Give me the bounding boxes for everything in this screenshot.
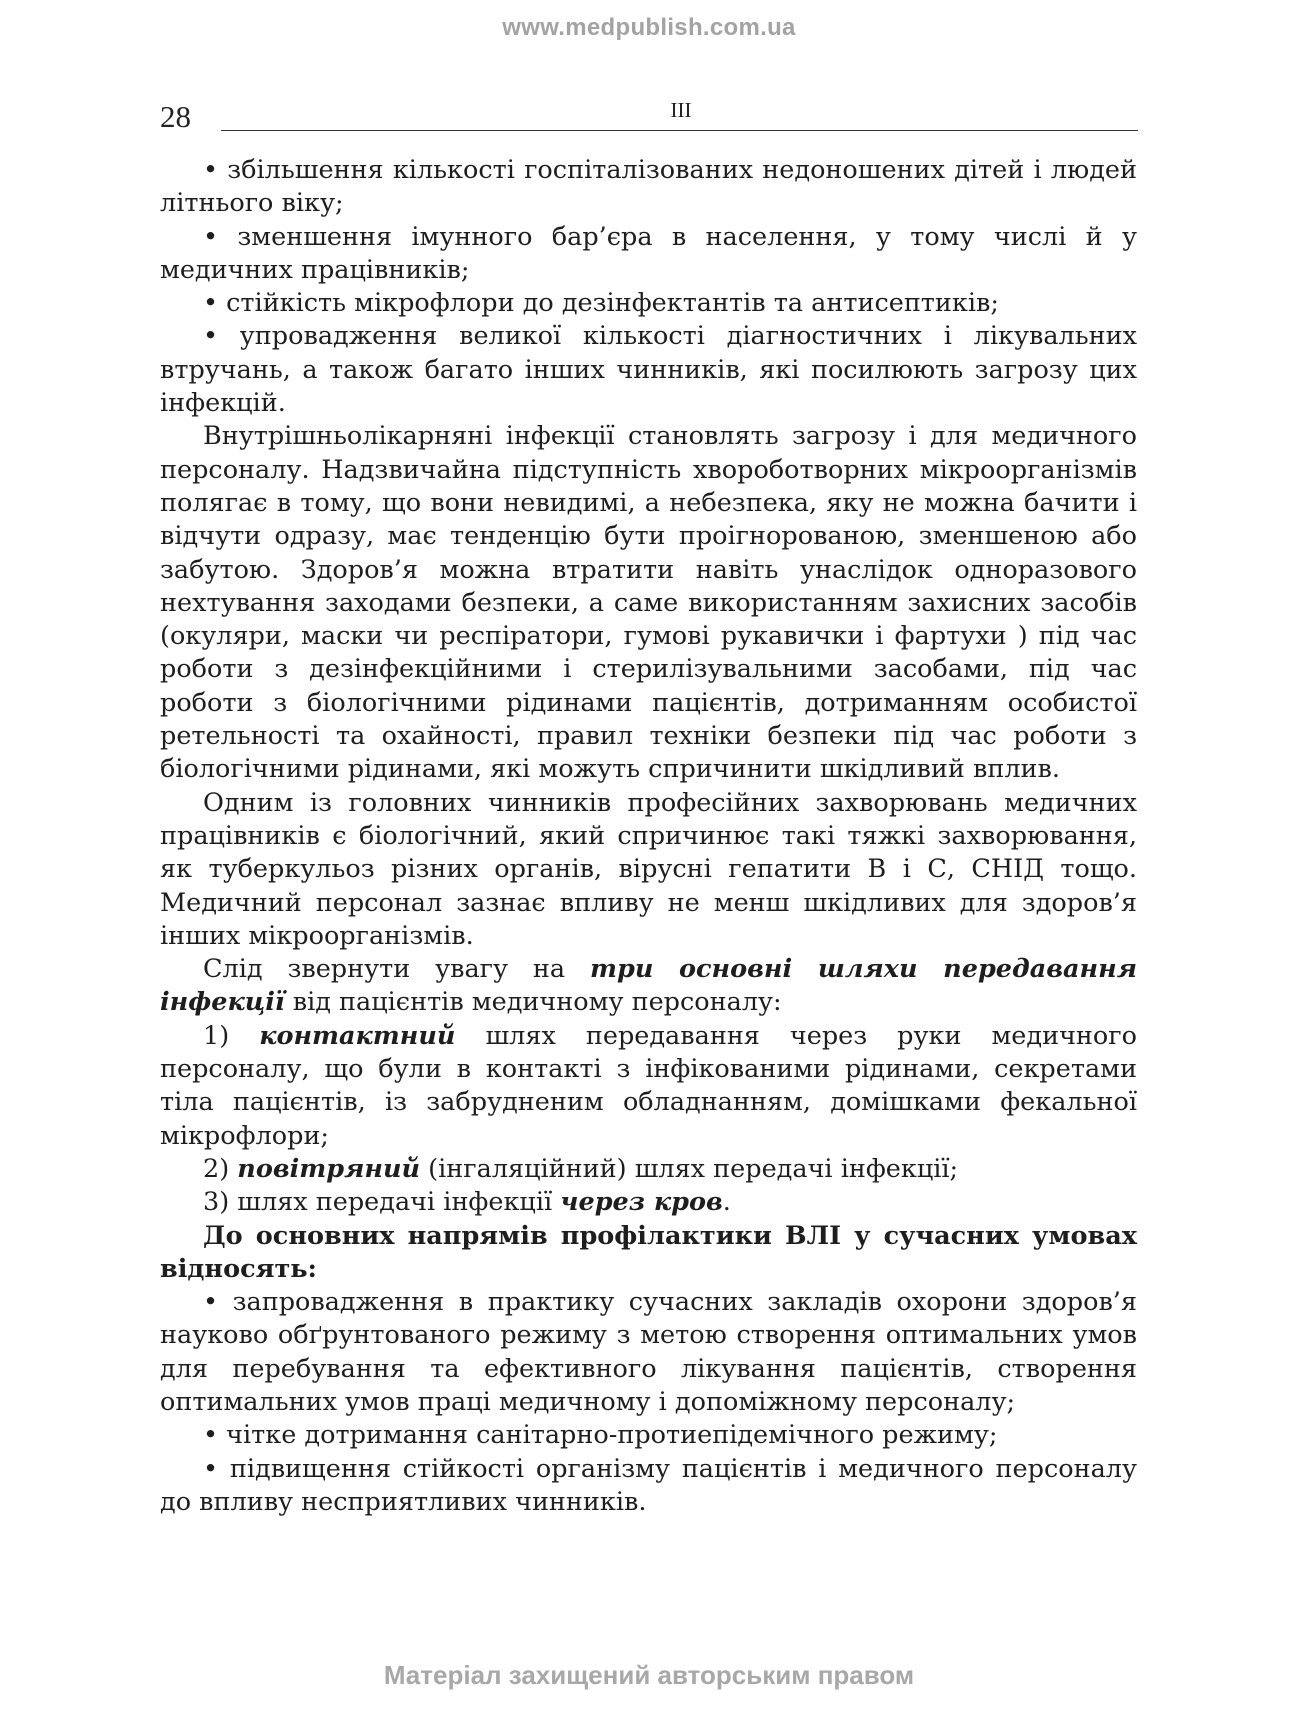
bullet-item: • запровадження в практику сучасних закладів охорони здоров’я науково обґрунтованого режиму з метою створення оптимальних умов для перебування та ефективного лікування пацієнтів, створення оптимальних умов праці медичному і допоміжному персоналу; [160, 1287, 1137, 1417]
header-rule [221, 130, 1138, 131]
text-run: від пацієнтів медичному персоналу: [284, 987, 782, 1018]
text-run: . [722, 1187, 731, 1218]
running-head: ІІІ [670, 98, 692, 122]
text-run: шлях передавання через руки медичного персоналу, що були в контакті з інфікованими рідинами, секретами тіла пацієнтів, із забрудненим обладнанням, домішками фекальної мікрофлори; [160, 1020, 1137, 1151]
emphasis: три основні шляхи передавання інфекції [160, 954, 1137, 1018]
text-run: Слід звернути увагу на [203, 954, 591, 985]
numbered-item [160, 1186, 1137, 1219]
page-body [160, 154, 1137, 1519]
watermark-top: www.medpublish.com.ua [502, 14, 796, 41]
item-number: 2) [203, 1153, 238, 1184]
watermark-bottom: Матеріал захищений авторським правом [383, 1660, 915, 1690]
paragraph: Одним із головних чинників професійних захворювань медичних працівників є біологічний, який спричинює такі тяжкі захворювання, як туберкульоз різних органів, вірусні гепатити В і С, СНІД тощо. Медичний персонал зазнає впливу не менш шкідливих для здоров’я інших мікроорганізмів. [160, 787, 1137, 951]
bullet-item: • стійкість мікрофлори до дезінфектантів та антисептиків; [203, 288, 999, 319]
numbered-item [160, 1153, 1137, 1186]
bullet-item: • чітке дотримання санітарно-протиепідемічного режиму; [203, 1420, 998, 1451]
bullet-item: • збільшення кількості госпіталізованих недоношених дітей і людей літнього віку; [160, 155, 1137, 219]
paragraph-transmission-routes [160, 953, 1137, 1020]
page-number: 28 [160, 99, 191, 134]
bullet-item: • упровадження великої кількості діагностичних і лікувальних втручань, а також багато інших чинників, які посилюють загрозу цих інфекцій. [160, 321, 1137, 419]
bullet-item: • зменшення імунного бар’єра в населення, у тому числі й у медичних працівників; [160, 221, 1137, 285]
bullet-item: • підвищення стійкості організму пацієнтів і медичного персоналу до впливу несприятливих чинників. [160, 1453, 1137, 1517]
text-run: (інгаляційний) шлях передачі інфекції; [420, 1153, 959, 1184]
paragraph: Внутрішньолікарняні інфекції становлять загрозу і для медичного персоналу. Надзвичайна підступність хвороботворних мікроорганізмів полягає в тому, що вони невидимі, а небезпека, яку не можна бачити і відчути одразу, має тенденцію бути проігнорованою, зменшеною або забутою. Здоров’я можна втратити навіть унаслідок одноразового нехтування заходами безпеки, а саме використанням захисних засобів (окуляри, маски чи респіратори, гумові рукавички і фартухи ) під час роботи з дезінфекційними і стерилізувальними засобами, під час роботи з біологічними рідинами пацієнтів, дотриманням особистої ретельності та охайності, правил техніки безпеки під час роботи з біологічними рідинами, які можуть спричинити шкідливий вплив. [160, 421, 1137, 785]
text-run: 3) шлях передачі інфекції [203, 1187, 561, 1218]
item-number: 1) [203, 1020, 260, 1051]
section-heading: До основних напрямів профілактики ВЛІ у сучасних умовах відносять: [160, 1220, 1137, 1284]
numbered-item [160, 1020, 1137, 1153]
emphasis: через кров [560, 1187, 723, 1218]
emphasis: контактний [259, 1020, 456, 1051]
emphasis: повітряний [237, 1153, 421, 1184]
